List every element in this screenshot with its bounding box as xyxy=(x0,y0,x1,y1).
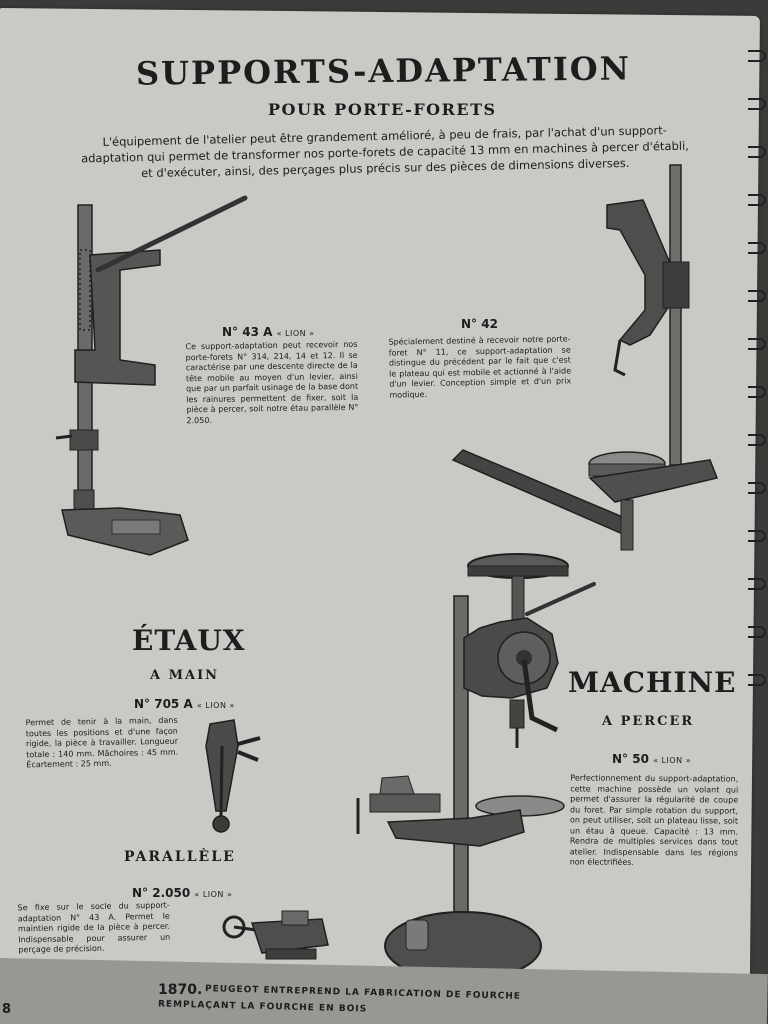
item-705a-brand: « LION » xyxy=(196,701,235,710)
machine-subtitle: A PERCER xyxy=(602,714,695,729)
page-number: 8 xyxy=(2,1002,12,1017)
item-2050-heading xyxy=(132,886,232,900)
footer-history-line-2: REMPLAÇANT LA FOURCHE EN BOIS xyxy=(157,999,368,1015)
binding-ring xyxy=(748,626,766,638)
item-43a-brand: « LION » xyxy=(276,329,315,338)
machine-title: MACHINE xyxy=(568,666,737,699)
binding-ring xyxy=(748,338,766,350)
binding-ring xyxy=(748,242,766,254)
parallele-title: PARALLÈLE xyxy=(124,849,236,865)
binding-ring xyxy=(748,674,766,686)
binding-ring xyxy=(748,290,766,302)
etaux-title: ÉTAUX xyxy=(132,624,246,657)
item-50-brand: « LION » xyxy=(653,756,692,765)
item-705a-description: Permet de tenir à la main, dans toutes les positions et d'une façon rigide, la pièce à travailler. Longueur totale : 140 mm. Mâchoires : 45 mm. Écartement : 25 mm. xyxy=(25,715,179,770)
spiral-binding xyxy=(748,40,768,840)
page-subtitle: POUR PORTE-FORETS xyxy=(268,100,497,119)
binding-ring xyxy=(748,578,766,590)
item-42-number: N° 42 xyxy=(461,317,498,331)
parallel-vise-illustration xyxy=(222,905,332,970)
binding-ring xyxy=(748,482,766,494)
item-705a-heading xyxy=(134,697,235,711)
footer-year: 1870. xyxy=(158,982,203,998)
binding-ring xyxy=(748,50,766,62)
item-42-heading xyxy=(461,317,498,331)
item-2050-brand: « LION » xyxy=(194,890,233,899)
item-43a-heading xyxy=(222,325,315,339)
item-42-description: Spécialement destiné à recevoir notre porte-foret N° 11, ce support-adaptation se distingue du précédent par le fait que c'est le plateau qui est mobile et actionné à l'aide d'un levier. Conception simple et d'un prix modique. xyxy=(388,334,572,400)
intro-paragraph: L'équipement de l'atelier peut être grandement amélioré, à peu de frais, par l'achat d'un support-adaptation qui permet de transformer nos porte-forets de capacité 13 mm en machines à percer d'établi, et d'exécuter, ainsi, des perçages plus précis sur des pièces de dimensions diverses. xyxy=(80,123,690,181)
item-43a-description: Ce support-adaptation peut recevoir nos porte-forets N° 314, 214, 14 et 12. Il se caractérise par une descente directe de la tête mobile au moyen d'un levier, ainsi que par un parfait usinage de la base dont les rainures permettent de fixer, soit la pièce à percer, soit notre étau parallèle N° 2.050. xyxy=(185,339,359,425)
item-2050-number: N° 2.050 xyxy=(132,886,191,900)
item-50-heading xyxy=(612,752,691,766)
binding-ring xyxy=(748,434,766,446)
binding-ring xyxy=(748,386,766,398)
item-705a-number: N° 705 A xyxy=(134,697,193,711)
item-50-number: N° 50 xyxy=(612,752,649,766)
footer-history-line-1: PEUGEOT ENTREPREND LA FABRICATION DE FOURCHE xyxy=(204,984,522,1002)
binding-ring xyxy=(748,530,766,542)
page-title: SUPPORTS-ADAPTATION xyxy=(135,49,632,93)
item-43a-number: N° 43 A xyxy=(222,325,273,339)
item-50-description: Perfectionnement du support-adaptation, cette machine possède un volant qui permet d'assurer la régularité de coupe du foret. Par simple rotation du support, on peut utiliser, soit un plateau lisse, soit un étau à queue. Capacité : 13 mm. Rendra de multiples services dans tout atelier. Indispensable dans les régions non électrifiées. xyxy=(569,773,739,867)
item-2050-description: Se fixe sur le socle du support-adaptation N° 43 A. Permet le maintien rigide de la pièce à percer. Indispensable pour assurer un perçage de précision. xyxy=(17,900,171,955)
binding-ring xyxy=(748,194,766,206)
etaux-subtitle: A MAIN xyxy=(150,668,220,683)
hand-vise-illustration xyxy=(196,716,266,841)
drill-press-illustration xyxy=(352,548,602,988)
binding-ring xyxy=(748,146,766,158)
binding-ring xyxy=(748,98,766,110)
